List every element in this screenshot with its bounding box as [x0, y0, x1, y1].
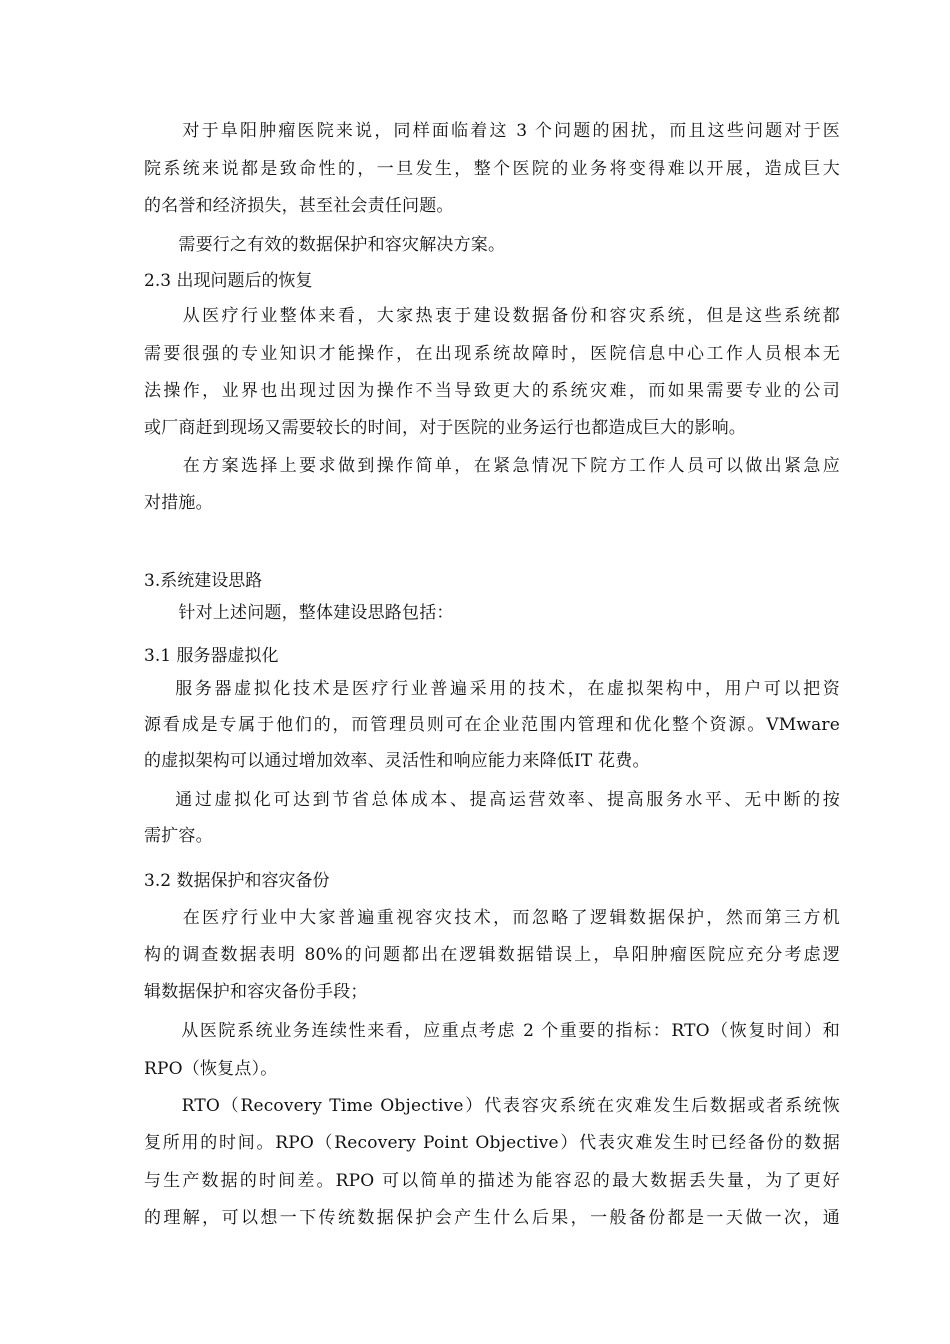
paragraph-line: 与生产数据的时间差。RPO 可以简单的描述为能容忍的最大数据丢失量，为了更好	[144, 1171, 840, 1191]
paragraph-line: 对于阜阳肿瘤医院来说，同样面临着这 3 个问题的困扰，而且这些问题对于医	[144, 121, 840, 141]
section-heading-2-3: 2.3 出现问题后的恢复	[144, 271, 313, 291]
paragraph-line: 院系统来说都是致命性的，一旦发生，整个医院的业务将变得难以开展，造成巨大	[144, 159, 840, 179]
paragraph-line: 的理解，可以想一下传统数据保护会产生什么后果，一般备份都是一天做一次，通	[144, 1208, 840, 1228]
section-heading-3-2: 3.2 数据保护和容灾备份	[144, 871, 330, 891]
paragraph-line: 法操作，业界也出现过因为操作不当导致更大的系统灾难，而如果需要专业的公司	[144, 381, 840, 401]
paragraph-line: 需要行之有效的数据保护和容灾解决方案。	[144, 235, 506, 255]
paragraph-line: RPO（恢复点）。	[144, 1059, 278, 1079]
paragraph-line: 服务器虚拟化技术是医疗行业普遍采用的技术，在虚拟架构中，用户可以把资	[136, 679, 840, 699]
paragraph-line: 从医疗行业整体来看，大家热衷于建设数据备份和容灾系统，但是这些系统都	[144, 306, 840, 326]
paragraph-line: 或厂商赶到现场又需要较长的时间，对于医院的业务运行也都造成巨大的影响。	[144, 418, 746, 438]
paragraph-line: 针对上述问题，整体建设思路包括：	[144, 603, 454, 623]
paragraph-line: 通过虚拟化可达到节省总体成本、提高运营效率、提高服务水平、无中断的按	[136, 790, 840, 810]
paragraph-line: 对措施。	[144, 493, 213, 513]
paragraph-line: RTO（Recovery Time Objective）代表容灾系统在灾难发生后数据或者系统恢	[144, 1096, 840, 1116]
paragraph-line: 构的调查数据表明 80%的问题都出在逻辑数据错误上，阜阳肿瘤医院应充分考虑逻	[144, 945, 840, 965]
paragraph-line: 在方案选择上要求做到操作简单，在紧急情况下院方工作人员可以做出紧急应	[144, 456, 840, 476]
paragraph-line: 源看成是专属于他们的，而管理员则可在企业范围内管理和优化整个资源。VMware	[144, 715, 840, 735]
paragraph-line: 需要很强的专业知识才能操作，在出现系统故障时，医院信息中心工作人员根本无	[144, 344, 840, 364]
paragraph-line: 辑数据保护和容灾备份手段；	[144, 982, 368, 1002]
section-heading-3-1: 3.1 服务器虚拟化	[144, 646, 279, 666]
paragraph-line: 在医疗行业中大家普遍重视容灾技术，而忽略了逻辑数据保护，然而第三方机	[144, 908, 840, 928]
paragraph-line: 的名誉和经济损失，甚至社会责任问题。	[144, 196, 454, 216]
paragraph-line: 从医院系统业务连续性来看，应重点考虑 2 个重要的指标：RTO（恢复时间）和	[144, 1021, 840, 1041]
paragraph-line: 复所用的时间。RPO（Recovery Point Objective）代表灾难发生时已经备份的数据	[144, 1133, 840, 1153]
paragraph-line: 需扩容。	[144, 826, 213, 846]
section-heading-3: 3.系统建设思路	[144, 571, 263, 591]
paragraph-line: 的虚拟架构可以通过增加效率、灵活性和响应能力来降低IT 花费。	[144, 751, 650, 771]
